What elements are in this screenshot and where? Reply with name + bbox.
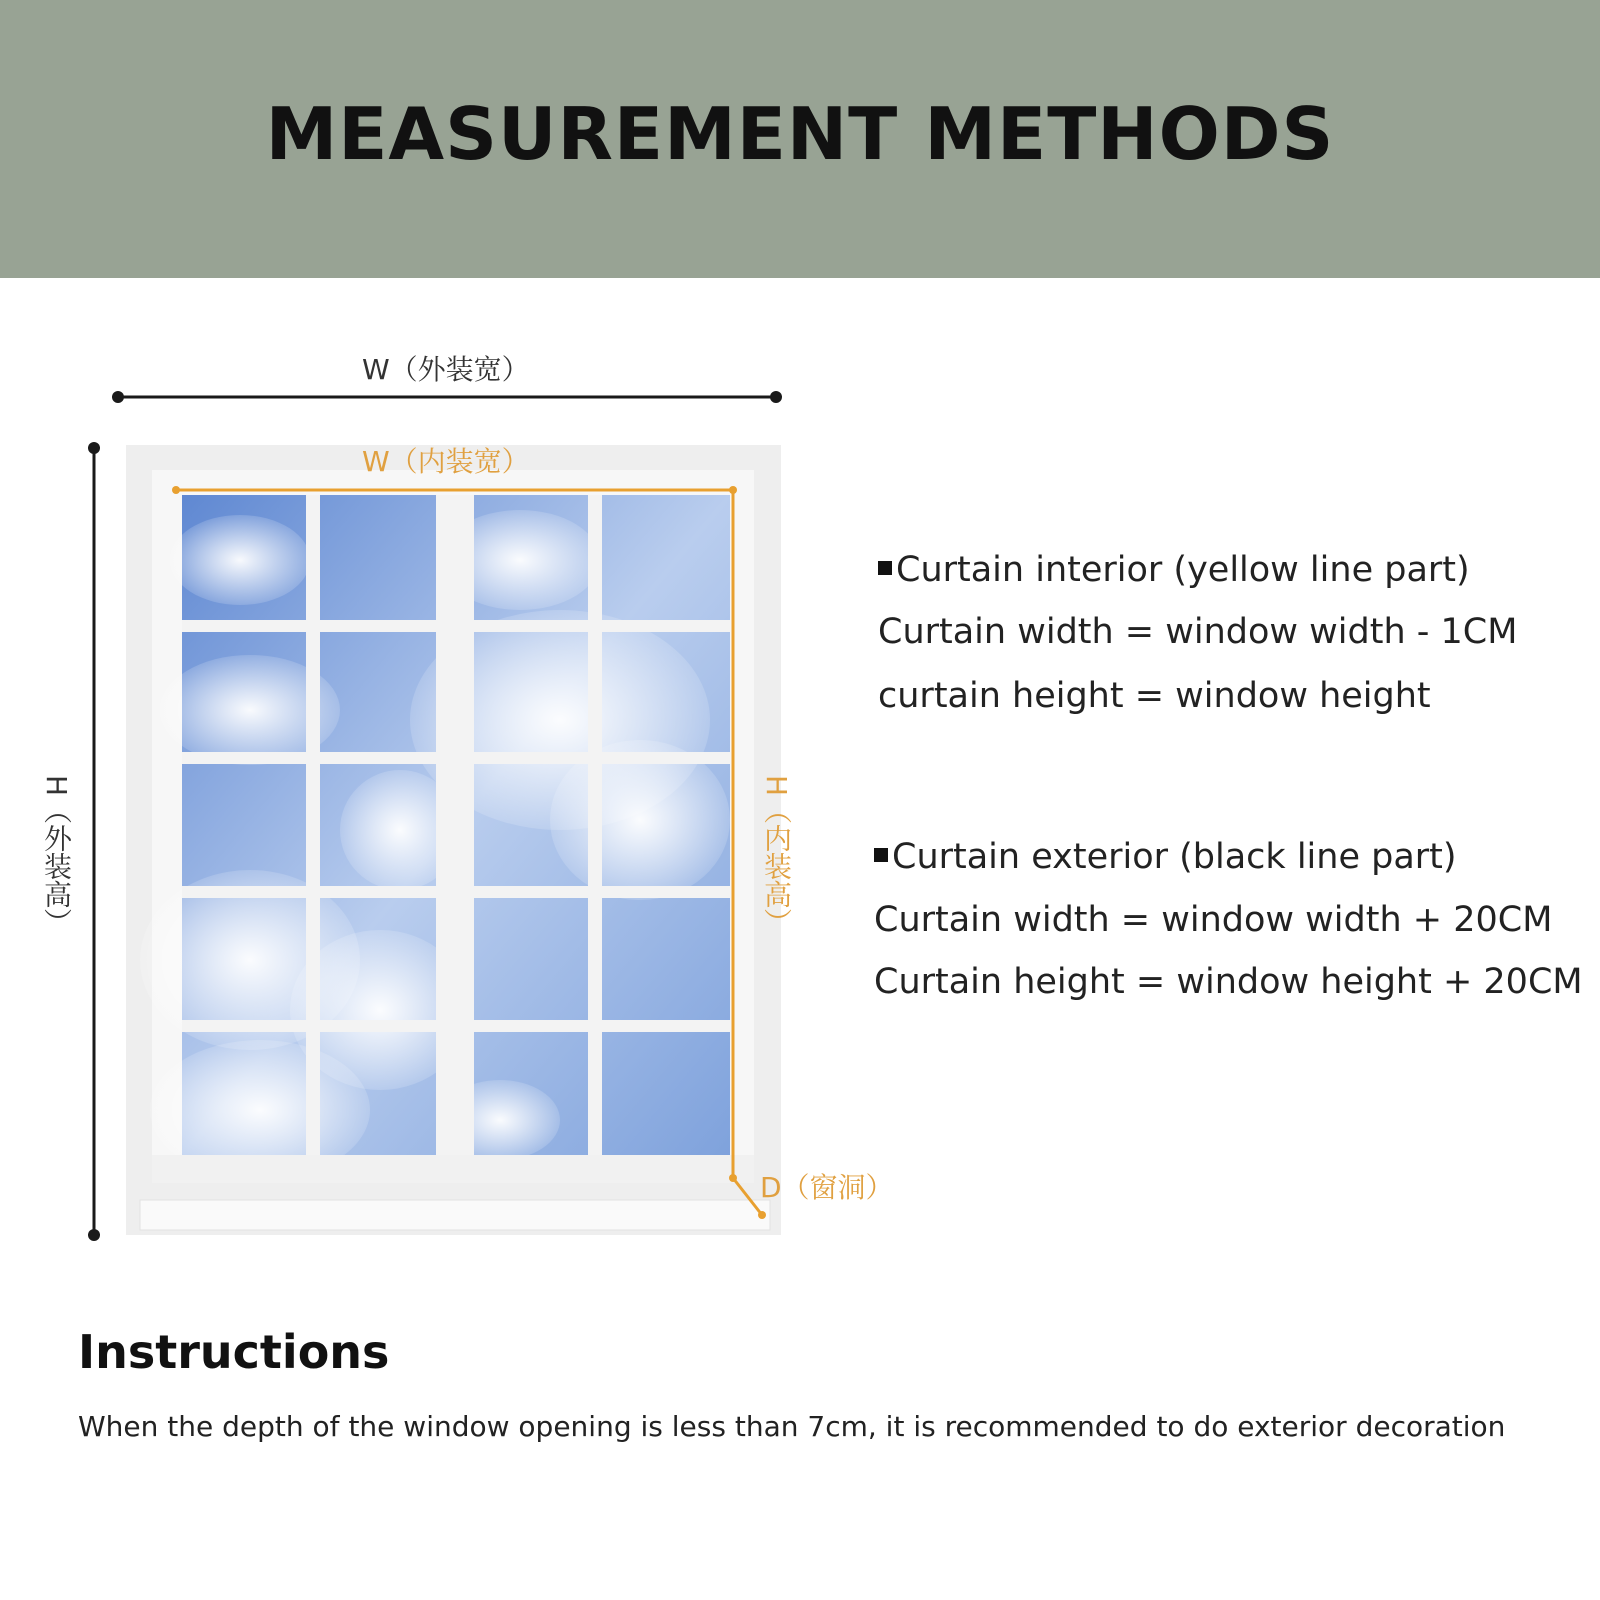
window-sill [152,1155,754,1183]
depth-label: D（窗洞） [760,1171,894,1204]
exterior-width-formula: Curtain width = window width + 20CM [874,900,1553,940]
bullet-square-icon [874,848,888,862]
window-panes [140,495,730,1180]
instructions-text: When the depth of the window opening is less than 7cm, it is recommended to do exterior decoration [78,1410,1506,1443]
instructions-title: Instructions [78,1325,390,1379]
outer-width-line [112,391,782,403]
exterior-height-formula: Curtain height = window height + 20CM [874,962,1583,1002]
outer-height-label: H（外装高） [40,775,73,937]
inner-width-label: W（内装宽） [362,445,530,478]
page-title: MEASUREMENT METHODS [265,92,1335,176]
inner-height-label: H（内装高） [760,775,793,937]
bullet-square-icon [878,561,892,575]
interior-height-formula: curtain height = window height [878,676,1431,716]
outer-height-line [88,442,100,1241]
window-sill-ledge [140,1200,770,1230]
interior-width-formula: Curtain width = window width - 1CM [878,612,1518,652]
interior-heading: Curtain interior (yellow line part) [878,550,1470,590]
exterior-heading: Curtain exterior (black line part) [874,837,1457,877]
outer-width-label: W（外装宽） [362,353,530,386]
